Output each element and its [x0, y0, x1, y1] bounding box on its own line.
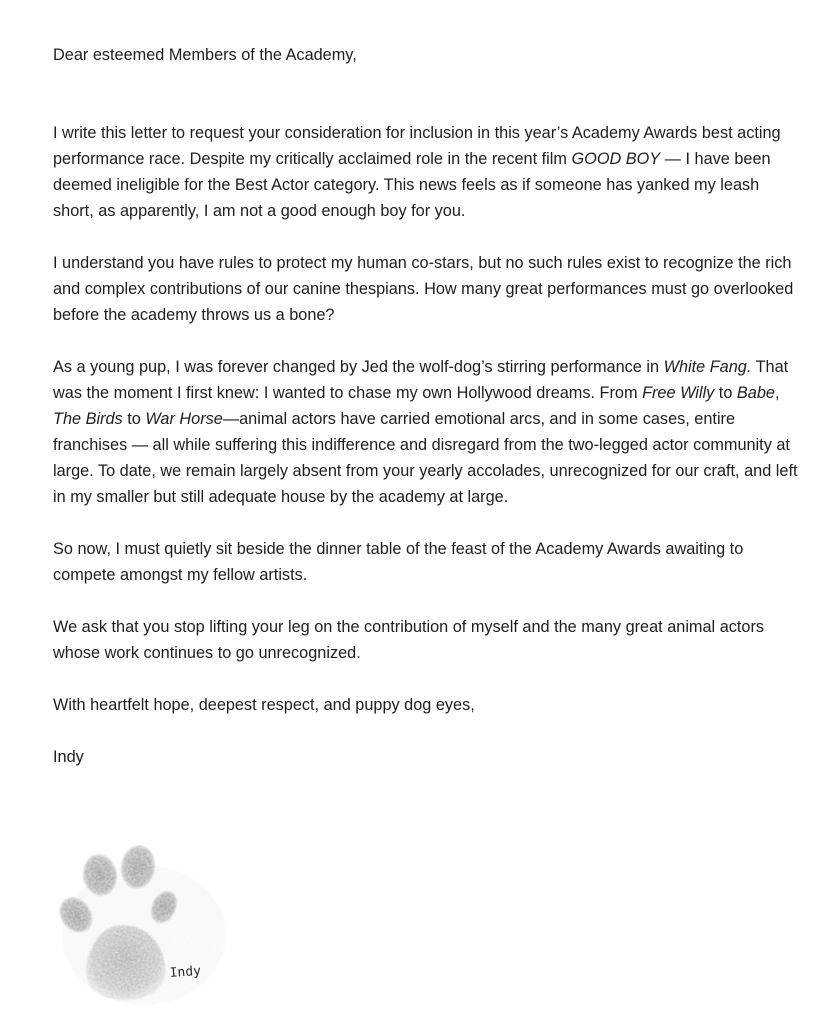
closing-line: With heartfelt hope, deepest respect, and puppy dog eyes,	[53, 696, 475, 714]
paw-print-label: Indy	[169, 963, 202, 981]
film-title-babe: Babe	[736, 384, 775, 402]
p3-text-2: That was the moment I first knew: I wanted to chase my own Hollywood dreams. From	[53, 358, 789, 402]
paragraph-5: We ask that you stop lifting your leg on the contribution of myself and the many great animal actors whose work continues to go unrecognized.	[53, 618, 765, 662]
salutation: Dear esteemed Members of the Academy,	[53, 46, 357, 64]
p1-text-1: I write this letter to request your consideration for inclusion in this year’s Academy Awards best acting performance race. Despite my critically acclaimed role in the recent film	[53, 124, 781, 168]
paragraph-1	[53, 120, 798, 224]
letter-body	[53, 42, 798, 770]
film-title-good-boy: GOOD BOY	[571, 150, 661, 168]
paragraph-4: So now, I must quietly sit beside the dinner table of the feast of the Academy Awards awaiting to compete amongst my fellow artists.	[53, 540, 744, 584]
paragraph-2: I understand you have rules to protect my human co-stars, but no such rules exist to recognize the rich and complex contributions of our canine thespians. How many great performances must go overlooked before the academy throws us a bone?	[53, 254, 794, 324]
paw-print-icon	[52, 845, 242, 1010]
p3-text-5: to	[122, 410, 146, 428]
p1-text-2: — I have been deemed ineligible for the Best Actor category. This news feels as if someone has yanked my leash short, as apparently, I am not a good enough boy for you.	[53, 150, 771, 220]
film-title-war-horse: War Horse	[145, 410, 223, 428]
film-title-white-fang: White Fang.	[663, 358, 752, 376]
p3-text-1: As a young pup, I was forever changed by Jed the wolf-dog’s stirring performance in	[53, 358, 664, 376]
p3-text-6: —animal actors have carried emotional arcs, and in some cases, entire franchises — all while suffering this indifference and disregard from the two-legged actor community at large. To date, we remain largely absent from your yearly accolades, unrecognized for our craft, and left in my smaller but still adequate house by the academy at large.	[53, 410, 798, 506]
p3-text-4: ,	[774, 384, 780, 402]
signature-name: Indy	[53, 748, 84, 766]
paw-print-image	[52, 845, 242, 1010]
film-title-the-birds: The Birds	[53, 410, 123, 428]
p3-text-3: to	[714, 384, 737, 402]
paragraph-3	[53, 354, 798, 510]
film-title-free-willy: Free Willy	[642, 384, 715, 402]
